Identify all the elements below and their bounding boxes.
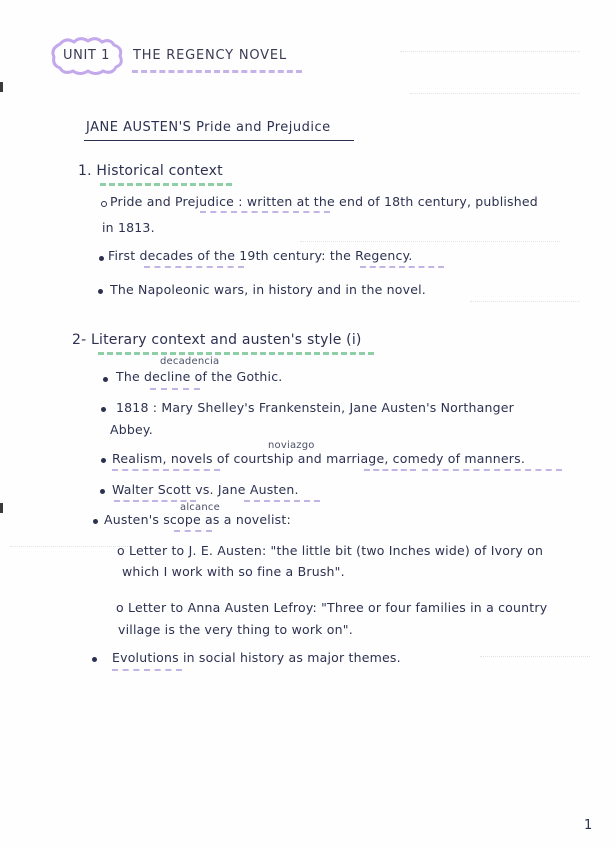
bullet-icon <box>101 407 106 412</box>
bullet-icon <box>98 289 103 294</box>
book-title-underline <box>84 140 354 141</box>
bleed-through-mark <box>400 50 580 52</box>
text-highlight <box>244 498 320 502</box>
text-highlight <box>174 528 212 532</box>
bleed-through-mark <box>470 300 580 302</box>
section-2-highlight <box>98 349 374 355</box>
bleed-through-mark <box>300 240 560 242</box>
book-title: JANE AUSTEN'S Pride and Prejudice <box>86 120 331 135</box>
page-number: 1 <box>584 818 593 833</box>
section-2-heading: 2- Literary context and austen's style (i) <box>72 332 362 348</box>
list-item: Pride and Prejudice : written at the end of 18th century, published <box>110 194 538 209</box>
quote-item: o Letter to J. E. Austen: "the little bit (two Inches wide) of Ivory on <box>117 543 544 558</box>
list-item: Walter Scott vs. Jane Austen. <box>112 482 299 497</box>
bleed-through-mark <box>410 92 580 94</box>
bullet-icon <box>92 657 97 662</box>
bleed-through-mark <box>480 655 590 657</box>
quote-item-continuation: which I work with so fine a Brush". <box>122 564 345 579</box>
text-highlight <box>144 264 244 268</box>
text-highlight <box>150 386 200 390</box>
page-edge-mark <box>0 503 3 513</box>
list-item: The Napoleonic wars, in history and in the novel. <box>110 282 426 297</box>
list-item: Evolutions in social history as major themes. <box>112 650 401 665</box>
bullet-icon <box>103 377 108 382</box>
list-item: 1818 : Mary Shelley's Frankenstein, Jane Austen's Northanger <box>116 400 514 415</box>
bullet-icon <box>99 256 104 261</box>
unit-title: THE REGENCY NOVEL <box>133 48 287 63</box>
unit-label: UNIT 1 <box>63 48 111 63</box>
list-item-continuation: Abbey. <box>110 422 153 437</box>
bullet-icon <box>93 519 98 524</box>
quote-item: o Letter to Anna Austen Lefroy: "Three or four families in a country <box>116 600 548 615</box>
text-highlight <box>422 467 562 471</box>
margin-note: noviazgo <box>268 440 315 451</box>
list-item-continuation: in 1813. <box>102 220 155 235</box>
section-1-highlight <box>100 180 232 186</box>
margin-note: decadencia <box>160 356 220 367</box>
list-item: First decades of the 19th century: the Regency. <box>108 248 413 263</box>
text-highlight <box>112 667 182 671</box>
page-edge-mark <box>0 82 3 92</box>
list-item: The decline of the Gothic. <box>116 369 283 384</box>
bleed-through-mark <box>10 545 130 547</box>
unit-title-highlight <box>132 67 302 73</box>
bullet-icon <box>101 201 107 207</box>
text-highlight <box>360 264 444 268</box>
text-highlight <box>364 467 416 471</box>
bullet-icon <box>100 489 105 494</box>
list-item: Austen's scope as a novelist: <box>104 512 291 527</box>
bullet-icon <box>101 458 106 463</box>
text-highlight <box>200 209 330 213</box>
text-highlight <box>112 467 220 471</box>
margin-note: alcance <box>180 502 220 513</box>
list-item: Realism, novels of courtship and marriage, comedy of manners. <box>112 451 525 466</box>
quote-item-continuation: village is the very thing to work on". <box>118 622 353 637</box>
section-1-heading: 1. Historical context <box>78 163 223 179</box>
